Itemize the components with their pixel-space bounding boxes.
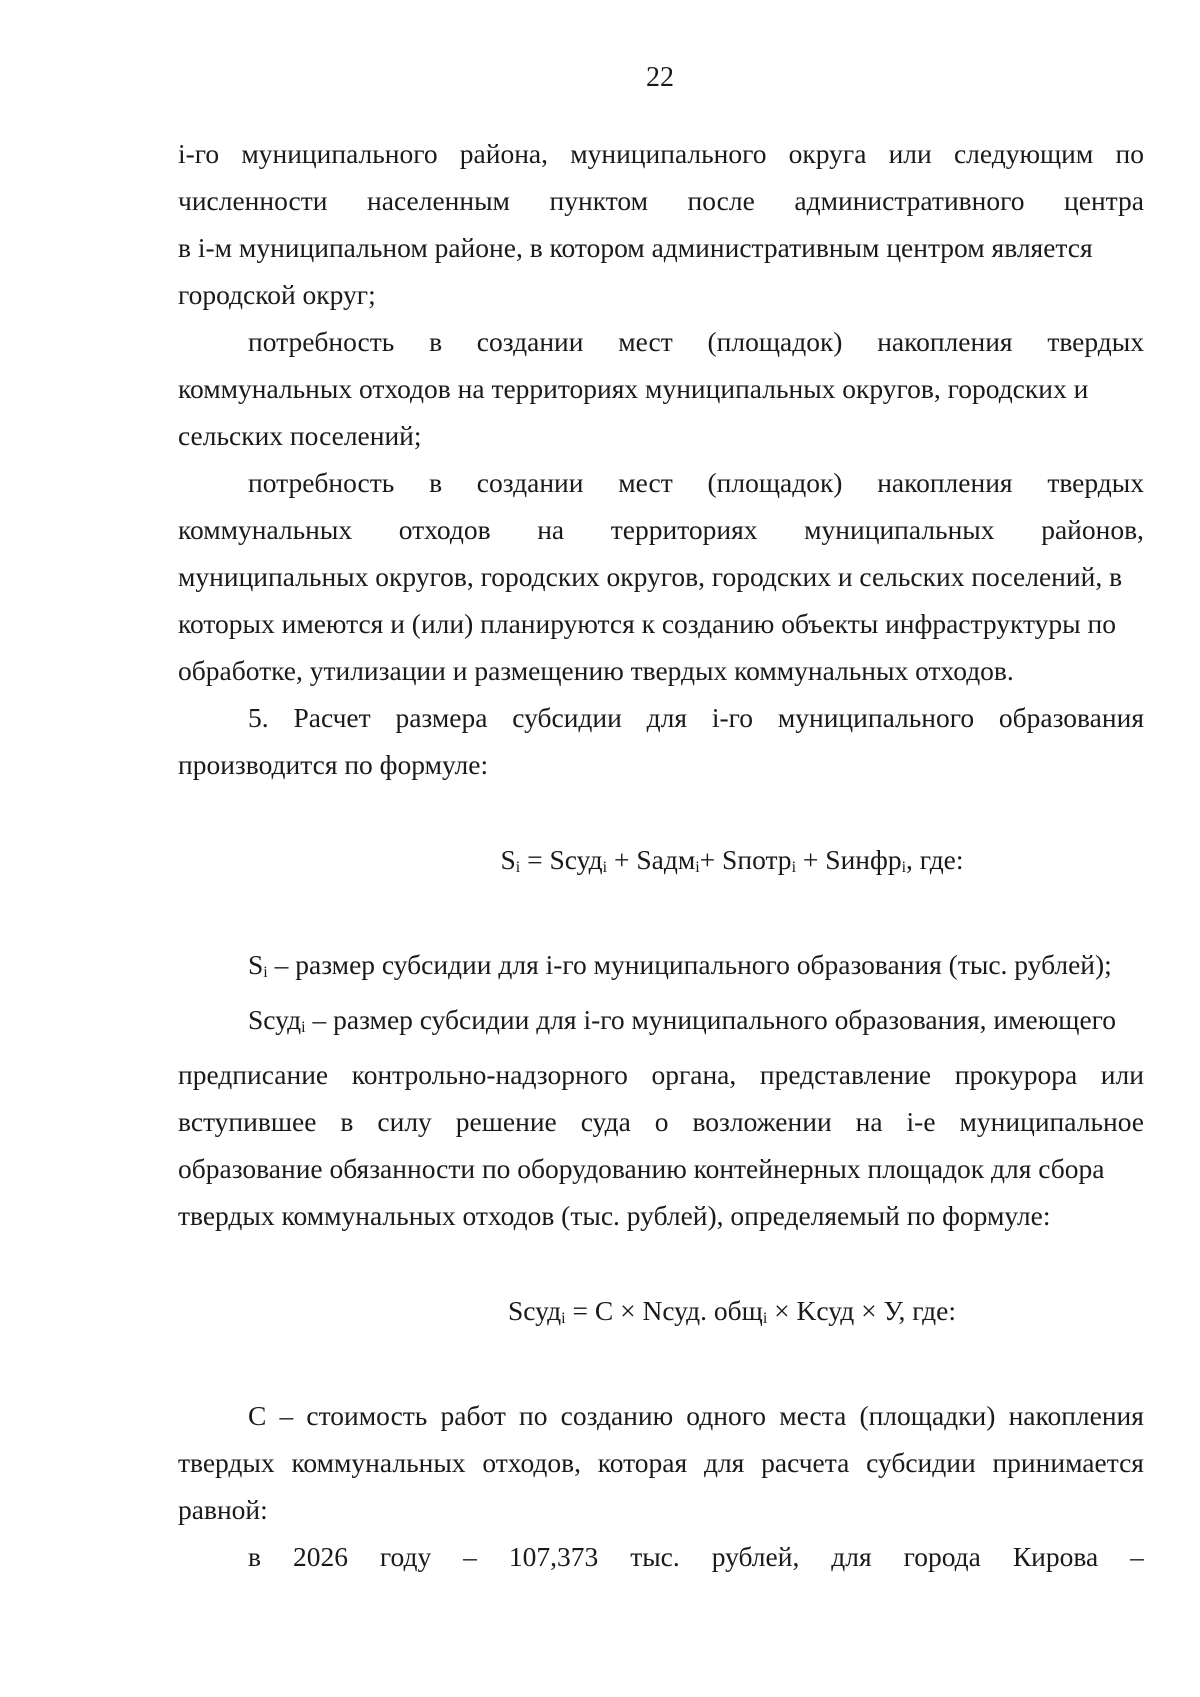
word: одного [686, 1400, 767, 1431]
text-line [178, 1439, 1144, 1486]
word: коммунальных [291, 1447, 466, 1478]
text-line: равной: [178, 1494, 268, 1525]
word: году [379, 1541, 432, 1572]
word: возложении [692, 1106, 832, 1137]
word: прокурора [954, 1059, 1078, 1090]
word: твердых [1047, 326, 1144, 357]
text-line [178, 1051, 1144, 1098]
word: накопления [877, 326, 1013, 357]
text-line: сельских поселений; [178, 420, 422, 451]
definition-si: $S_i$ – размер субсидии для i-го муниципального образования (тыс. рублей); [248, 949, 1112, 981]
word: муниципальное [959, 1106, 1144, 1137]
word: созданию [560, 1400, 674, 1431]
text-line [178, 318, 1144, 365]
text-line [178, 506, 1144, 553]
paragraph-item-5 [178, 694, 1144, 788]
word: отходов [398, 514, 491, 545]
word: (площадок) [707, 467, 843, 498]
word: потребность [248, 467, 395, 498]
paragraph-need-infrastructure [178, 459, 1144, 694]
word: расчета [761, 1447, 850, 1478]
text-line: муниципальных округов, городских округов, городских и сельских поселений, в [178, 561, 1123, 592]
word: на [537, 514, 565, 545]
word: или [888, 138, 932, 169]
word: – [279, 1400, 294, 1431]
word: силу [377, 1106, 432, 1137]
word: в [429, 326, 443, 357]
word: решение [455, 1106, 557, 1137]
word: пунктом [549, 185, 648, 216]
word: для [646, 702, 688, 733]
word: создании [476, 326, 584, 357]
word: накопления [877, 467, 1013, 498]
word: органа, [651, 1059, 737, 1090]
word: – [1130, 1541, 1144, 1572]
word: i-го [178, 138, 220, 169]
word: субсидии [512, 702, 622, 733]
word: накопления [1008, 1400, 1144, 1431]
page-number: 22 [646, 62, 674, 93]
word: которая [597, 1447, 688, 1478]
paragraph-need-settlements [178, 318, 1144, 459]
word: Кирова [1012, 1541, 1099, 1572]
text-line: образование обязанности по оборудованию контейнерных площадок для сбора [178, 1153, 1105, 1184]
text-line: производится по формуле: [178, 749, 489, 780]
word: потребность [248, 326, 395, 357]
text-line: городской округ; [178, 279, 376, 310]
paragraph-municipal-district [178, 130, 1144, 318]
word: территориях [610, 514, 758, 545]
word: представление [759, 1059, 932, 1090]
word: (площадки) [859, 1400, 996, 1431]
word: муниципального [570, 138, 767, 169]
word: образования [998, 702, 1144, 733]
word: – [463, 1541, 477, 1572]
word: административного [794, 185, 1025, 216]
text-line: которых имеются и (или) планируются к созданию объекты инфраструктуры по [178, 608, 1116, 639]
word: округа [788, 138, 867, 169]
word: района, [459, 138, 549, 169]
text-line: твердых коммунальных отходов (тыс. рублей), определяемый по формуле: [178, 1200, 1051, 1231]
word: по [1115, 138, 1144, 169]
definition-ssud [178, 996, 1144, 1239]
word: стоимость [306, 1400, 428, 1431]
word: на [855, 1106, 883, 1137]
word: города [903, 1541, 981, 1572]
word: по [519, 1400, 548, 1431]
text-line [178, 1098, 1144, 1145]
text-line: в i-м муниципальном районе, в котором административным центром является [178, 232, 1093, 263]
text-line [178, 1392, 1144, 1439]
word: твердых [178, 1447, 275, 1478]
word: субсидии [866, 1447, 976, 1478]
word: муниципального [241, 138, 438, 169]
text-line: коммунальных отходов на территориях муниципальных округов, городских и [178, 373, 1089, 404]
paragraph-year-2026 [178, 1533, 1144, 1580]
word: для [703, 1447, 745, 1478]
word: или [1100, 1059, 1144, 1090]
word: i-е [906, 1106, 936, 1137]
word: суда [580, 1106, 631, 1137]
word: населенным [367, 185, 510, 216]
word: отходов, [482, 1447, 582, 1478]
word: создании [476, 467, 584, 498]
word: районов, [1041, 514, 1144, 545]
text-line: Sсуд$_i$ – размер субсидии для i-го муниципального образования, имеющего [248, 1004, 1117, 1036]
word: (площадок) [707, 326, 843, 357]
word: после [687, 185, 755, 216]
word: твердых [1047, 467, 1144, 498]
text-line [178, 694, 1144, 741]
word: работ [440, 1400, 506, 1431]
text-line: обработке, утилизации и размещению твердых коммунальных отходов. [178, 655, 1014, 686]
document-body [178, 130, 1144, 1580]
definition-c [178, 1392, 1144, 1533]
word: рублей, [711, 1541, 800, 1572]
word: в [340, 1106, 354, 1137]
word: контрольно-надзорного [351, 1059, 628, 1090]
text-line [178, 459, 1144, 506]
text-line [178, 130, 1144, 177]
word: муниципального [777, 702, 975, 733]
word: муниципальных [804, 514, 995, 545]
word: мест [618, 326, 673, 357]
word: коммунальных [178, 514, 353, 545]
word: 2026 [292, 1541, 348, 1572]
formula-subsidy-total: $S_i$ = Sсуд$_i$ + Sадм$_i$+ Sпотр$_i$ + Sинфр$_i$, где: [500, 844, 964, 876]
word: Расчет [293, 702, 371, 733]
word: в [248, 1541, 261, 1572]
word: вступившее [178, 1106, 317, 1137]
text-line [178, 177, 1144, 224]
word: места [779, 1400, 847, 1431]
word: тыс. [630, 1541, 680, 1572]
word: 107,373 [508, 1541, 599, 1572]
word: размера [395, 702, 488, 733]
word: принимается [992, 1447, 1144, 1478]
word: предписание [178, 1059, 329, 1090]
word: С [248, 1400, 267, 1431]
word: численности [178, 185, 328, 216]
word: следующим [953, 138, 1094, 169]
formula-ssud: Sсуд$_i$ = С × Nсуд. общ$_i$ × Kсуд × У, где: [507, 1295, 957, 1327]
word: центра [1064, 185, 1144, 216]
word: мест [618, 467, 673, 498]
word: в [429, 467, 443, 498]
word: для [831, 1541, 872, 1572]
text-line [178, 1533, 1144, 1580]
word: о [654, 1106, 669, 1137]
word: i-го [711, 702, 754, 733]
word: 5. [248, 702, 269, 733]
